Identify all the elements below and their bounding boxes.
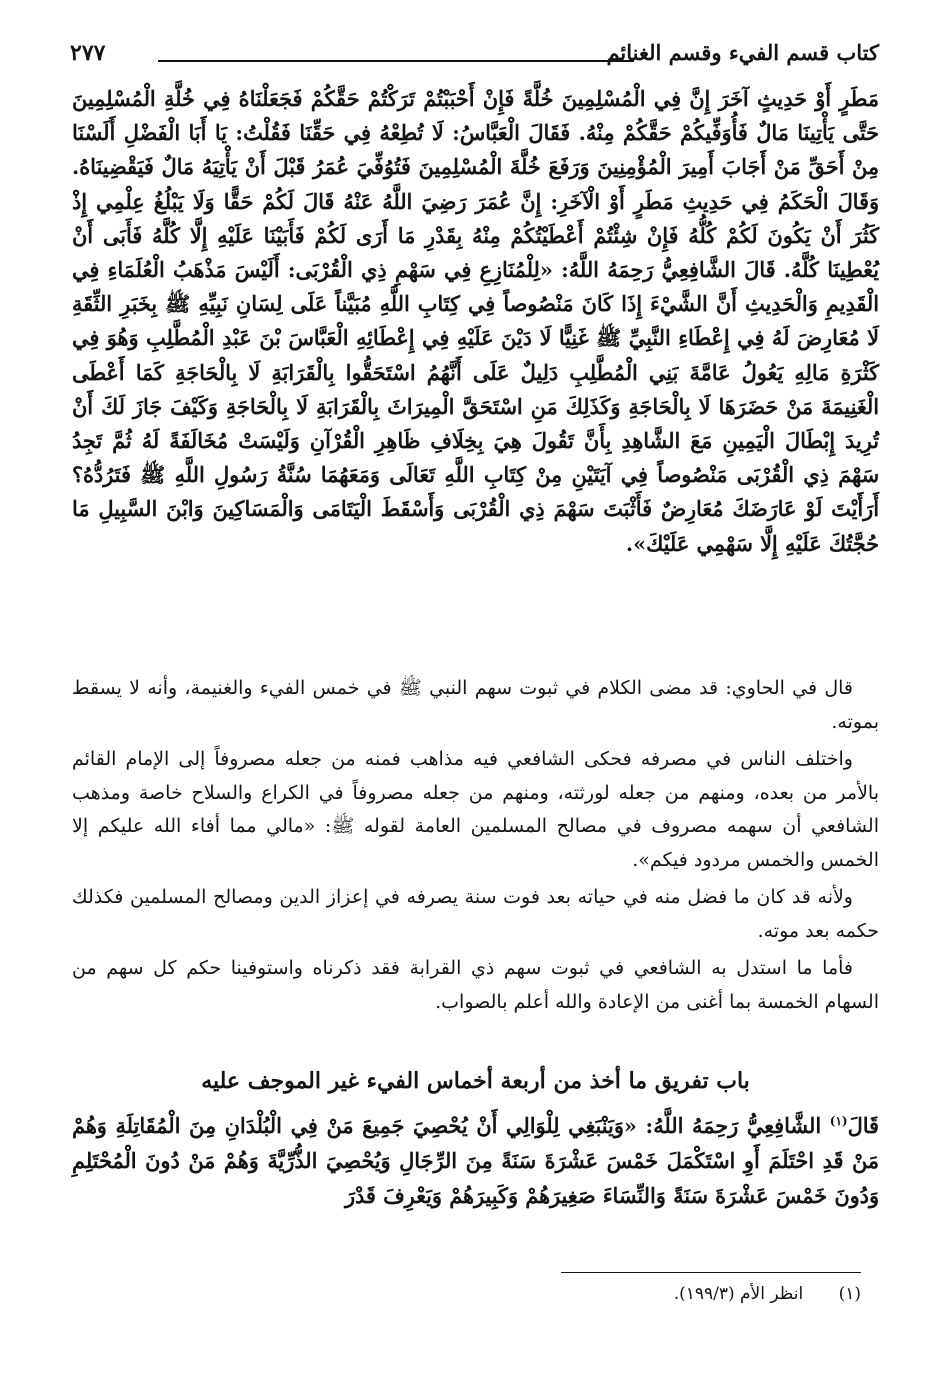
matn-paragraph: مَطَرٍ أَوْ حَدِيثٍ آخَرَ إِنَّ فِي الْمُسْلِمِينَ خُلَّةً فَإِنْ أَحْبَبْتُمْ تَرَكْتُمْ حَقَّكُمْ فَجَعَلْنَاهُ فِي خُلَّةِ الْمُسْلِمِينَ حَتَّى يَأْتِينَا مَالٌ فَأُوَفِّيكُمْ حَقَّكُمْ مِنْهُ. فَقَالَ الْعَبَّاسُ: لَا تُطِعْهُ فِي حَقِّنَا فَقُلْتُ: يَا أَبَا الْفَضْلِ أَلَسْنَا مِنْ أَحَقِّ مَنْ أَجَابَ أَمِيرَ الْمُؤْمِنِينَ وَرَفَعَ خُلَّةَ الْمُسْلِمِينَ فَتُوُفِّيَ عُمَرُ قَبْلَ أَنْ يَأْتِيَهُ مَالٌ فَيَقْضِينَاهُ. وَقَالَ الْحَكَمُ فِي حَدِيثِ مَطَرٍ أَوْ الْآخَرِ: إِنَّ عُمَرَ رَضِيَ اللَّهُ عَنْهُ قَالَ لَكُمْ حَقًّا وَلَا يَبْلُغُ عِلْمِي إِذْ كَثُرَ أَنْ يَكُونَ لَكُمْ كُلُّهُ فَإِنْ شِئْتُمْ أَعْطَيْتُكُمْ مِنْهُ بِقَدْرِ مَا أَرَى لَكُمْ فَأَبَيْنَا عَلَيْهِ إِلَّا كُلَّهُ فَأَبَى أَنْ يُعْطِينَا كُلَّهُ. قَالَ الشَّافِعِيُّ رَحِمَهُ اللَّهُ: «لِلْمُنَازِعِ فِي سَهْمِ ذِي الْقُرْبَى: أَلَيْسَ مَذْهَبُ الْعُلَمَاءِ فِي الْقَدِيمِ وَالْحَدِيثِ أَنَّ الشَّيْءَ إِذَا كَانَ مَنْصُوصاً فِي كِتَابِ اللَّهِ مُبَيَّناً عَلَى لِسَانِ نَبِيِّهِ ﷺ بِخَبَرِ الثِّقَةِ لَا مُعَارِضَ لَهُ فِي إِعْطَاءِ النَّبِيِّ ﷺ غَنِيًّا لَا دَيْنَ عَلَيْهِ فِي إِعْطَائِهِ الْعَبَّاسَ بْنَ عَبْدِ الْمُطَّلِبِ وَهُوَ فِي كَثْرَةِ مَالِهِ يَعُولُ عَامَّةَ بَنِي الْمُطَّلِبِ دَلِيلٌ عَلَى أَنَّهُمُ اسْتَحَقُّوا بِالْقَرَابَةِ لَا بِالْحَاجَةِ كَمَا أَعْطَى الْغَنِيمَةَ مَنْ حَضَرَهَا لَا بِالْحَاجَةِ وَكَذَلِكَ مَنِ اسْتَحَقَّ الْمِيرَاثَ بِالْقَرَابَةِ لَا بِالْحَاجَةِ وَكَيْفَ جَازَ لَكَ أَنْ تُرِيدَ إِبْطَالَ الْيَمِينِ مَعَ الشَّاهِدِ بِأَنَّ تَقُولَ هِيَ بِخِلَافِ ظَاهِرِ الْقُرْآنِ وَلَيْسَتْ مُخَالَفَةً لَهُ ثُمَّ تَجِدُ سَهْمَ ذِي الْقُرْبَى مَنْصُوصاً فِي آيَتَيْنِ مِنْ كِتَابِ اللَّهِ تَعَالَى وَمَعَهُمَا سُنَّةُ رَسُولِ اللَّهِ ﷺ فَتَرُدُّهُ؟ أَرَأَيْتَ لَوْ عَارَضَكَ مُعَارِضٌ فَأَثْبَتَ سَهْمَ ذِي الْقُرْبَى وَأَسْقَطَ الْيَتَامَى وَالْمَسَاكِينَ وَابْنَ السَّبِيلِ مَا حُجَّتُكَ عَلَيْهِ إِلَّا سَهْمِي عَلَيْكَ». bbox=[72, 86, 879, 556]
running-header bbox=[70, 34, 879, 74]
footnote bbox=[90, 1284, 861, 1304]
commentary-paragraph: ولأنه قد كان ما فضل منه في حياته بعد فوت سنة يصرفه في إعزاز الدين ومصالح المسلمين فكذلك حكمه بعد موته. bbox=[72, 886, 879, 942]
footnote-marker[interactable]: (١) bbox=[829, 1114, 848, 1128]
header-rule bbox=[158, 60, 634, 62]
chapter-paragraph bbox=[72, 1104, 879, 1213]
chapter-opening-word: قَالَ bbox=[847, 1112, 879, 1138]
matn-text bbox=[72, 82, 879, 561]
footnote-text: انظر الأم (١٩٩/٣). bbox=[673, 1284, 804, 1304]
commentary-paragraph: واختلف الناس في مصرفه فحكى الشافعي فيه مذاهب فمنه من جعله مصروفاً إلى الإمام القائم بالأمر من بعده، ومنهم من جعله لورثته، ومنهم من جعله مصروفاً في الكراع والسلاح خاصة ومذهب الشافعي أن سهمه مصروف في مصالح المسلمين العامة لقوله ﷺ: «مالي مما أفاء الله عليكم إلا الخمس والخمس مردود فيكم». bbox=[72, 748, 879, 871]
chapter-text: الشَّافِعِيُّ رَحِمَهُ اللَّهُ: «وَيَنْبَغِي لِلْوَالِي أَنْ يُحْصِيَ جَمِيعَ مَنْ فِي الْبُلْدَانِ مِنَ الْمُقَاتِلَةِ وَهُمْ مَنْ قَدِ احْتَلَمَ أَوِ اسْتَكْمَلَ خَمْسَ عَشْرَةَ سَنَةً مِنَ الرِّجَالِ وَيُحْصِيَ الذُّرِّيَّةَ وَهُمْ مَنْ دُونَ الْمُحْتَلِمِ وَدُونَ خَمْسَ عَشْرَةَ سَنَةً وَالنِّسَاءَ صَغِيرَهُمْ وَكَبِيرَهُمْ وَيَعْرِفَ قَدْرَ bbox=[72, 1112, 879, 1208]
footnote-rule bbox=[561, 1272, 861, 1273]
footnote-number: (١) bbox=[838, 1284, 861, 1304]
commentary-paragraph: قال في الحاوي: قد مضى الكلام في ثبوت سهم النبي ﷺ في خمس الفيء والغنيمة، وأنه لا يسقط بموته. bbox=[72, 677, 879, 733]
commentary-text bbox=[72, 672, 879, 1019]
page-number: ٢٧٧ bbox=[70, 40, 106, 66]
chapter-matn bbox=[72, 1104, 879, 1213]
book-title: كتاب قسم الفيء وقسم الغنائم bbox=[606, 40, 879, 65]
chapter-heading: باب تفريق ما أخذ من أربعة أخماس الفيء غير الموجف عليه bbox=[201, 1068, 750, 1094]
commentary-paragraph: فأما ما استدل به الشافعي في ثبوت سهم ذي القرابة فقد ذكرناه واستوفينا حكم كل سهم من السهام الخمسة بما أغنى من الإعادة والله أعلم بالصواب. bbox=[72, 957, 879, 1013]
